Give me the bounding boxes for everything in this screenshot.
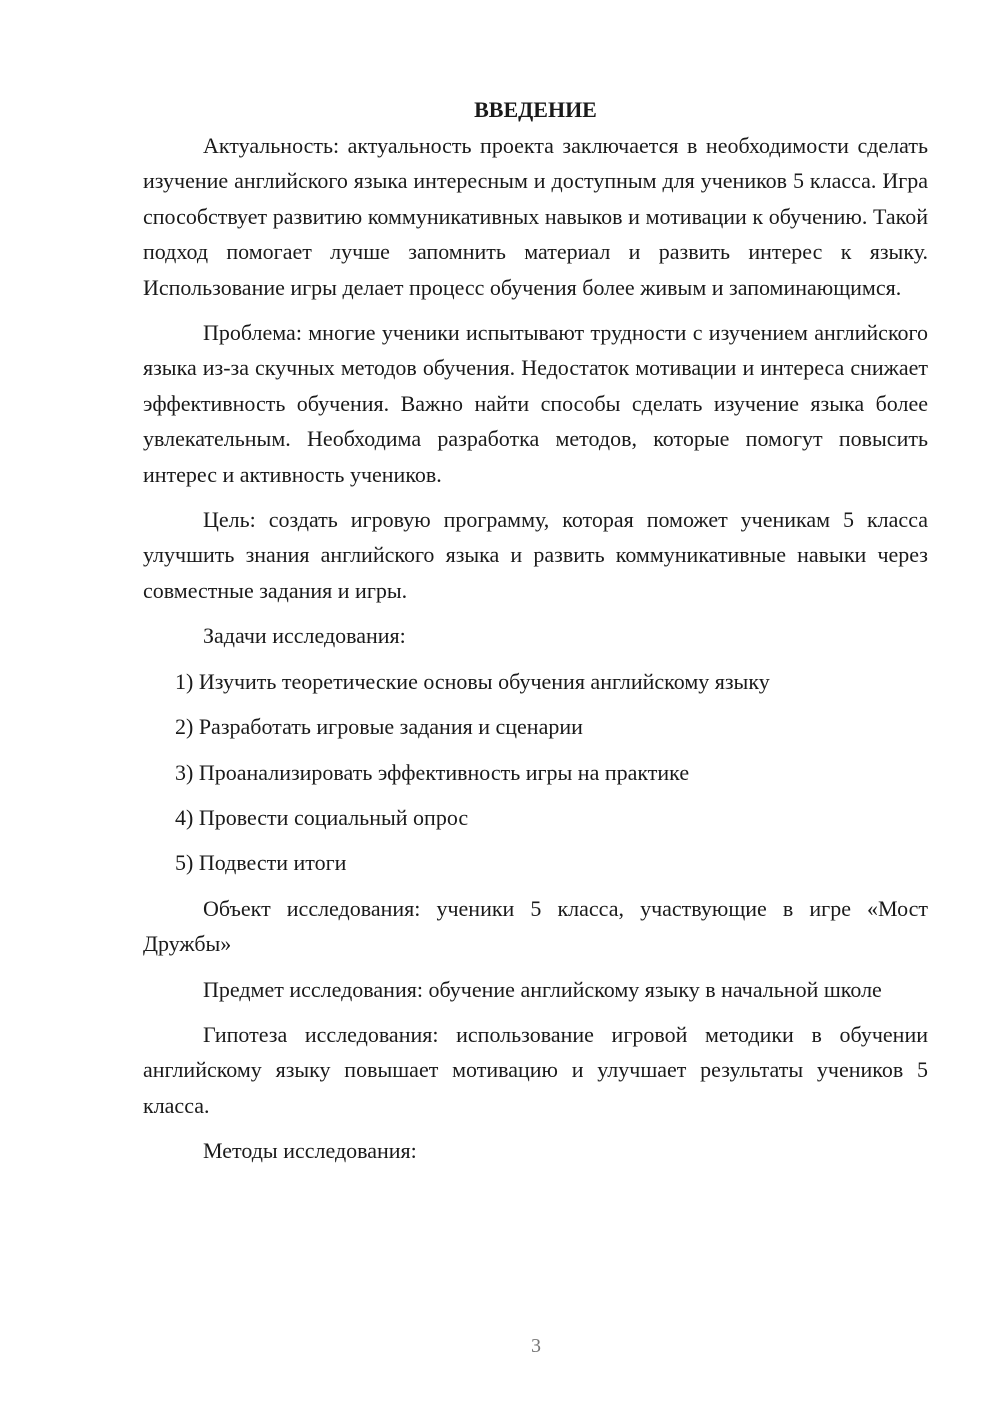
list-item: 1) Изучить теоретические основы обучения английскому языку <box>175 668 770 694</box>
list-item: 2) Разработать игровые задания и сценарии <box>175 714 583 740</box>
methods-heading: Методы исследования: <box>203 1138 417 1164</box>
page-title: ВВЕДЕНИЕ <box>474 97 597 122</box>
relevance-paragraph: Актуальность: актуальность проекта заключается в необходимости сделать изучение английского языка интересным и доступным для учеников 5 класса. Игра способствует развитию коммуникативных навыков и мотивации к обучению. Такой подход помогает лучше запомнить материал и развить интерес к языку. Использование игры делает процесс обучения более живым и запоминающимся. <box>143 133 928 300</box>
list-item: 5) Подвести итоги <box>175 850 347 876</box>
hypothesis-paragraph: Гипотеза исследования: использование игровой методики в обучении английскому языку повышает мотивацию и улучшает результаты учеников 5 класса. <box>143 1021 928 1118</box>
page-number: 3 <box>531 1335 541 1357</box>
object-paragraph: Объект исследования: ученики 5 класса, участвующие в игре «Мост Дружбы» <box>143 895 928 957</box>
problem-paragraph: Проблема: многие ученики испытывают трудности с изучением английского языка из-за скучных методов обучения. Недостаток мотивации и интереса снижает эффективность обучения. Важно найти способы сделать изучение языка более увлекательным. Необходима разработка методов, которые помогут повысить интерес и активность учеников. <box>143 320 928 487</box>
list-item: 3) Проанализировать эффективность игры на практике <box>175 759 690 785</box>
tasks-heading: Задачи исследования: <box>203 623 406 649</box>
list-item: 4) Провести социальный опрос <box>175 804 469 830</box>
subject-paragraph: Предмет исследования: обучение английскому языку в начальной школе <box>203 976 882 1002</box>
tasks-list <box>143 664 928 881</box>
document-page <box>143 92 928 1179</box>
goal-paragraph: Цель: создать игровую программу, которая поможет ученикам 5 класса улучшить знания английского языка и развить коммуникативные навыки через совместные задания и игры. <box>143 507 928 603</box>
